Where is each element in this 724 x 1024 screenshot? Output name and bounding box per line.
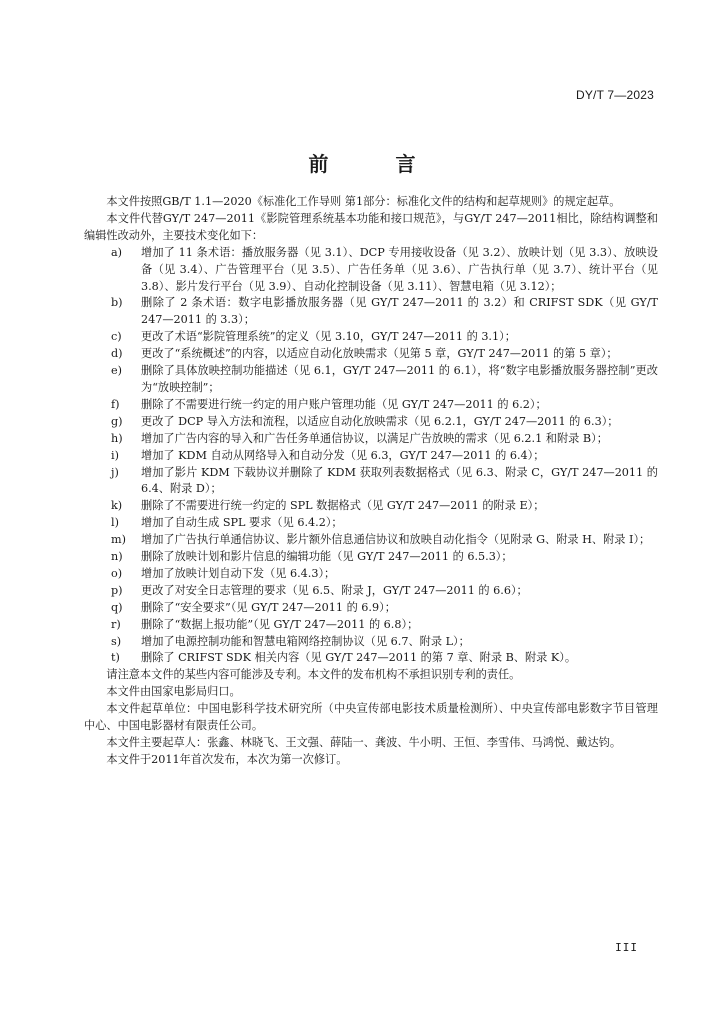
- list-item-key: o): [111, 566, 123, 580]
- list-item: [84, 329, 658, 346]
- list-item-text: 删除了“安全要求”（见 GY/T 247—2011 的 6.9）；: [141, 600, 396, 614]
- page-number: III: [615, 941, 638, 954]
- centralized-by: 本文件由国家电影局归口。: [106, 685, 241, 699]
- list-item: [84, 448, 658, 465]
- list-item-key: i): [111, 448, 119, 462]
- list-item-text: 删除了“数据上报功能”（见 GY/T 247—2011 的 6.8）；: [141, 617, 419, 631]
- list-item-text: 增加了电源控制功能和智慧电箱网络控制协议（见 6.7、附录 L）；: [141, 634, 470, 648]
- list-item-key: j): [111, 465, 119, 479]
- list-item: [84, 363, 658, 397]
- list-item-key: d): [111, 347, 123, 361]
- list-item-key: l): [111, 516, 119, 530]
- list-item-key: e): [111, 364, 122, 378]
- list-item-text: 删除了不需要进行统一约定的 SPL 数据格式（见 GY/T 247—2011 的附录 E）；: [141, 499, 545, 513]
- list-item-text: 更改了术语“影院管理系统”的定义（见 3.10，GY/T 247—2011 的 3.1）；: [141, 330, 516, 344]
- standard-code: DY/T 7—2023: [575, 88, 654, 102]
- list-item-text: 更改了对安全日志管理的要求（见 6.5、附录 J，GY/T 247—2011 的 6.6）；: [141, 583, 528, 597]
- list-item: [84, 566, 658, 583]
- list-item: [84, 650, 658, 667]
- list-item-text: 增加了影片 KDM 下载协议并删除了 KDM 获取列表数据格式（见 6.3、附录 C，GY/T 247—2011 的 6.4、附录 D）；: [141, 465, 658, 496]
- list-item-text: 增加了放映计划自动下发（见 6.4.3）；: [141, 566, 336, 580]
- list-item: [84, 465, 658, 499]
- list-item: [84, 532, 658, 549]
- list-item-key: r): [111, 617, 121, 631]
- list-item: [84, 600, 658, 617]
- list-item-text: 增加了广告内容的导入和广告任务单通信协议，以满足广告放映的需求（见 6.2.1 和附录 B）；: [141, 431, 608, 445]
- list-item-text: 删除了不需要进行统一约定的用户账户管理功能（见 GY/T 247—2011 的 6.2）；: [141, 397, 547, 411]
- list-item-key: h): [111, 431, 123, 445]
- list-item-text: 增加了 11 条术语：播放服务器（见 3.1）、DCP 专用接收设备（见 3.2）、放映计划（见 3.3）、放映设备（见 3.4）、广告管理平台（见 3.5）、广告任务单（见 3.6）、广告执行单（见 3.7）、统计平台（见 3.8）、影片发行平台（见 3.9）、自动化控制设备（见 3.11）、智慧电箱（见 3.12）；: [141, 245, 658, 293]
- list-item: [84, 346, 658, 363]
- list-item-text: 增加了自动生成 SPL 要求（见 6.4.2）；: [141, 516, 343, 530]
- list-item-key: s): [111, 634, 122, 648]
- patent-notice: 请注意本文件的某些内容可能涉及专利。本文件的发布机构不承担识别专利的责任。: [106, 668, 521, 682]
- list-item-key: p): [111, 583, 123, 597]
- list-item-text: 删除了 CRIFST SDK 相关内容（见 GY/T 247—2011 的第 7 章、附录 B、附录 K）。: [141, 651, 577, 665]
- list-item-text: 更改了“系统概述”的内容，以适应自动化放映需求（见第 5 章，GY/T 247—2011 的第 5 章）；: [141, 347, 618, 361]
- list-item-text: 删除了具体放映控制功能描述（见 6.1，GY/T 247—2011 的 6.1），将“数字电影播放服务器控制”更改为“放映控制”；: [141, 364, 658, 394]
- list-item-key: g): [111, 414, 123, 428]
- list-item: [84, 498, 658, 515]
- list-item-key: b): [111, 296, 123, 310]
- drafters: 本文件主要起草人：张鑫、林晓飞、王文强、薛陆一、龚波、牛小明、王恒、李雪伟、马鸿悦、戴达钧。: [106, 736, 622, 749]
- list-item: [84, 583, 658, 600]
- list-item-text: 增加了广告执行单通信协议、影片额外信息通信协议和放映自动化指令（见附录 G、附录 H、附录 I）；: [141, 533, 651, 547]
- intro-paragraph: 本文件按照GB/T 1.1—2020《标准化工作导则 第1部分：标准化文件的结构和起草规则》的规定起草。: [106, 195, 621, 208]
- list-item: [84, 414, 658, 431]
- list-item-key: q): [111, 600, 123, 614]
- list-item: [84, 431, 658, 448]
- list-item-text: 更改了 DCP 导入方法和流程，以适应自动化放映需求（见 6.2.1，GY/T 247—2011 的 6.3）；: [141, 414, 619, 428]
- list-item: [84, 634, 658, 651]
- list-item: [84, 397, 658, 414]
- intro-paragraph: 本文件代替GY/T 247—2011《影院管理系统基本功能和接口规范》，与GY/T 247—2011相比，除结构调整和编辑性改动外，主要技术变化如下：: [84, 211, 658, 242]
- list-item-key: c): [111, 330, 122, 344]
- list-item: [84, 549, 658, 566]
- list-item: [84, 245, 658, 296]
- changes-list: [84, 245, 658, 668]
- list-item: [84, 295, 658, 329]
- foreword-body: [84, 194, 658, 769]
- list-item: [84, 617, 658, 634]
- list-item-text: 删除了放映计划和影片信息的编辑功能（见 GY/T 247—2011 的 6.5.3）；: [141, 550, 513, 564]
- page-title: 前 言: [308, 152, 446, 176]
- list-item-text: 删除了 2 条术语：数字电影播放服务器（见 GY/T 247—2011 的 3.2）和 CRIFST SDK（见 GY/T 247—2011 的 3.3）；: [141, 296, 658, 327]
- list-item-text: 增加了 KDM 自动从网络导入和自动分发（见 6.3，GY/T 247—2011 的 6.4）；: [141, 448, 545, 462]
- list-item-key: m): [111, 533, 126, 547]
- drafting-units: 本文件起草单位：中国电影科学技术研究所（中央宣传部电影技术质量检测所）、中央宣传部电影数字节目管理中心、中国电影器材有限责任公司。: [84, 702, 658, 733]
- list-item-key: f): [111, 397, 120, 411]
- publication-history: 本文件于2011年首次发布，本次为第一次修订。: [106, 752, 348, 766]
- list-item-key: k): [111, 499, 123, 513]
- list-item-key: a): [111, 245, 123, 259]
- list-item-key: t): [111, 651, 120, 665]
- list-item-key: n): [111, 550, 123, 564]
- list-item: [84, 515, 658, 532]
